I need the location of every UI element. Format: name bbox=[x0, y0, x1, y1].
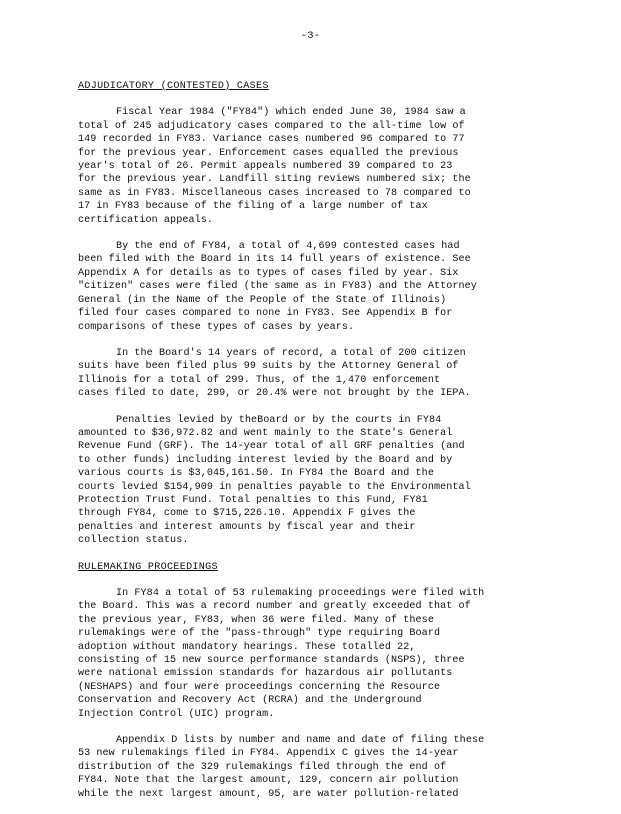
text-line: comparisons of these types of cases by years. bbox=[78, 321, 355, 333]
text-line: cases filed to date, 299, or 20.4% were not brought by the IEPA. bbox=[78, 388, 471, 400]
text-line: certification appeals. bbox=[78, 214, 214, 226]
text-line: for the previous year. Landfill siting reviews numbered six; the bbox=[78, 174, 471, 186]
paragraph bbox=[78, 414, 558, 548]
text-line: Penalties levied by theBoard or by the courts in FY84 bbox=[116, 414, 442, 426]
section-heading-adjudicatory: ADJUDICATORY (CONTESTED) CASES bbox=[78, 81, 269, 92]
text-line: for the previous year. Enforcement cases equalled the previous bbox=[78, 147, 459, 159]
text-line: through FY84, come to $715,226.10. Appendix F gives the bbox=[78, 508, 416, 520]
text-line: adoption without mandatory hearings. These totalled 22, bbox=[78, 641, 416, 653]
text-line: (NESHAPS) and four were proceedings concerning the Resource bbox=[78, 681, 441, 693]
text-line: the Board. This was a record number and greatly exceeded that of bbox=[78, 601, 471, 613]
text-line: penalties and interest amounts by fiscal year and their bbox=[78, 521, 416, 533]
text-line: In the Board's 14 years of record, a total of 200 citizen bbox=[116, 347, 466, 359]
text-line: 53 new rulemakings filed in FY84. Appendix C gives the 14-year bbox=[78, 748, 459, 760]
paragraph bbox=[78, 106, 558, 227]
text-line: total of 245 adjudicatory cases compared to the all-time low of bbox=[78, 120, 465, 132]
text-line: rulemakings were of the "pass-through" type requiring Board bbox=[78, 628, 441, 640]
text-line: By the end of FY84, a total of 4,699 contested cases had bbox=[116, 241, 460, 253]
page-number: -3- bbox=[300, 30, 321, 42]
text-line: collection status. bbox=[78, 535, 189, 547]
text-line: various courts is $3,045,161.50. In FY84 the Board and the bbox=[78, 468, 434, 480]
text-line: Injection Control (UIC) program. bbox=[78, 708, 275, 720]
text-line: 149 recorded in FY83. Variance cases numbered 96 compared to 77 bbox=[78, 134, 465, 146]
text-line: In FY84 a total of 53 rulemaking proceedings were filed with bbox=[116, 588, 485, 599]
text-line: General (in the Name of the People of the State of Illinois) bbox=[78, 294, 447, 306]
text-line: year's total of 26. Permit appeals numbered 39 compared to 23 bbox=[78, 161, 453, 173]
document-body bbox=[78, 80, 558, 814]
paragraph bbox=[78, 347, 558, 401]
text-line: to other funds) including interest levied by the Board and by bbox=[78, 454, 453, 466]
text-line: courts levied $154,909 in penalties payable to the Environmental bbox=[78, 481, 471, 493]
text-line: FY84. Note that the largest amount, 129, concern air pollution bbox=[78, 775, 459, 787]
text-line: amounted to $36,972.82 and went mainly to the State's General bbox=[78, 427, 453, 439]
text-line: same as in FY83. Miscellaneous cases increased to 78 compared to bbox=[78, 187, 471, 199]
text-line: suits have been filed plus 99 suits by the Attorney General of bbox=[78, 361, 459, 373]
text-line: were national emission standards for hazardous air pollutants bbox=[78, 668, 453, 680]
text-line: filed four cases compared to none in FY83. See Appendix B for bbox=[78, 308, 453, 320]
text-line: distribution of the 329 rulemakings filed through the end of bbox=[78, 761, 447, 773]
text-line: Protection Trust Fund. Total penalties to this Fund, FY81 bbox=[78, 494, 428, 506]
text-line: been filed with the Board in its 14 full years of existence. See bbox=[78, 254, 471, 266]
paragraph bbox=[78, 587, 558, 721]
paragraph bbox=[78, 240, 558, 334]
text-line: 17 in FY83 because of the filing of a large number of tax bbox=[78, 201, 428, 213]
text-line: Revenue Fund (GRF). The 14-year total of all GRF penalties (and bbox=[78, 441, 465, 453]
section-heading-rulemaking: RULEMAKING PROCEEDINGS bbox=[78, 561, 218, 573]
text-line: "citizen" cases were filed (the same as in FY83) and the Attorney bbox=[78, 281, 477, 293]
text-line: while the next largest amount, 95, are water pollution-related bbox=[78, 788, 459, 800]
text-line: Appendix D lists by number and name and date of filing these bbox=[116, 735, 485, 747]
text-line: consisting of 15 new source performance standards (NSPS), three bbox=[78, 655, 465, 667]
text-line: the previous year, FY83, when 36 were filed. Many of these bbox=[78, 614, 434, 626]
paragraph bbox=[78, 734, 558, 801]
text-line: Fiscal Year 1984 ("FY84") which ended June 30, 1984 saw a bbox=[116, 107, 466, 119]
text-line: Appendix A for details as to types of cases filed by year. Six bbox=[78, 267, 459, 279]
text-line: Illinois for a total of 299. Thus, of the 1,470 enforcement bbox=[78, 374, 441, 386]
text-line: Conservation and Recovery Act (RCRA) and the Underground bbox=[78, 695, 422, 707]
